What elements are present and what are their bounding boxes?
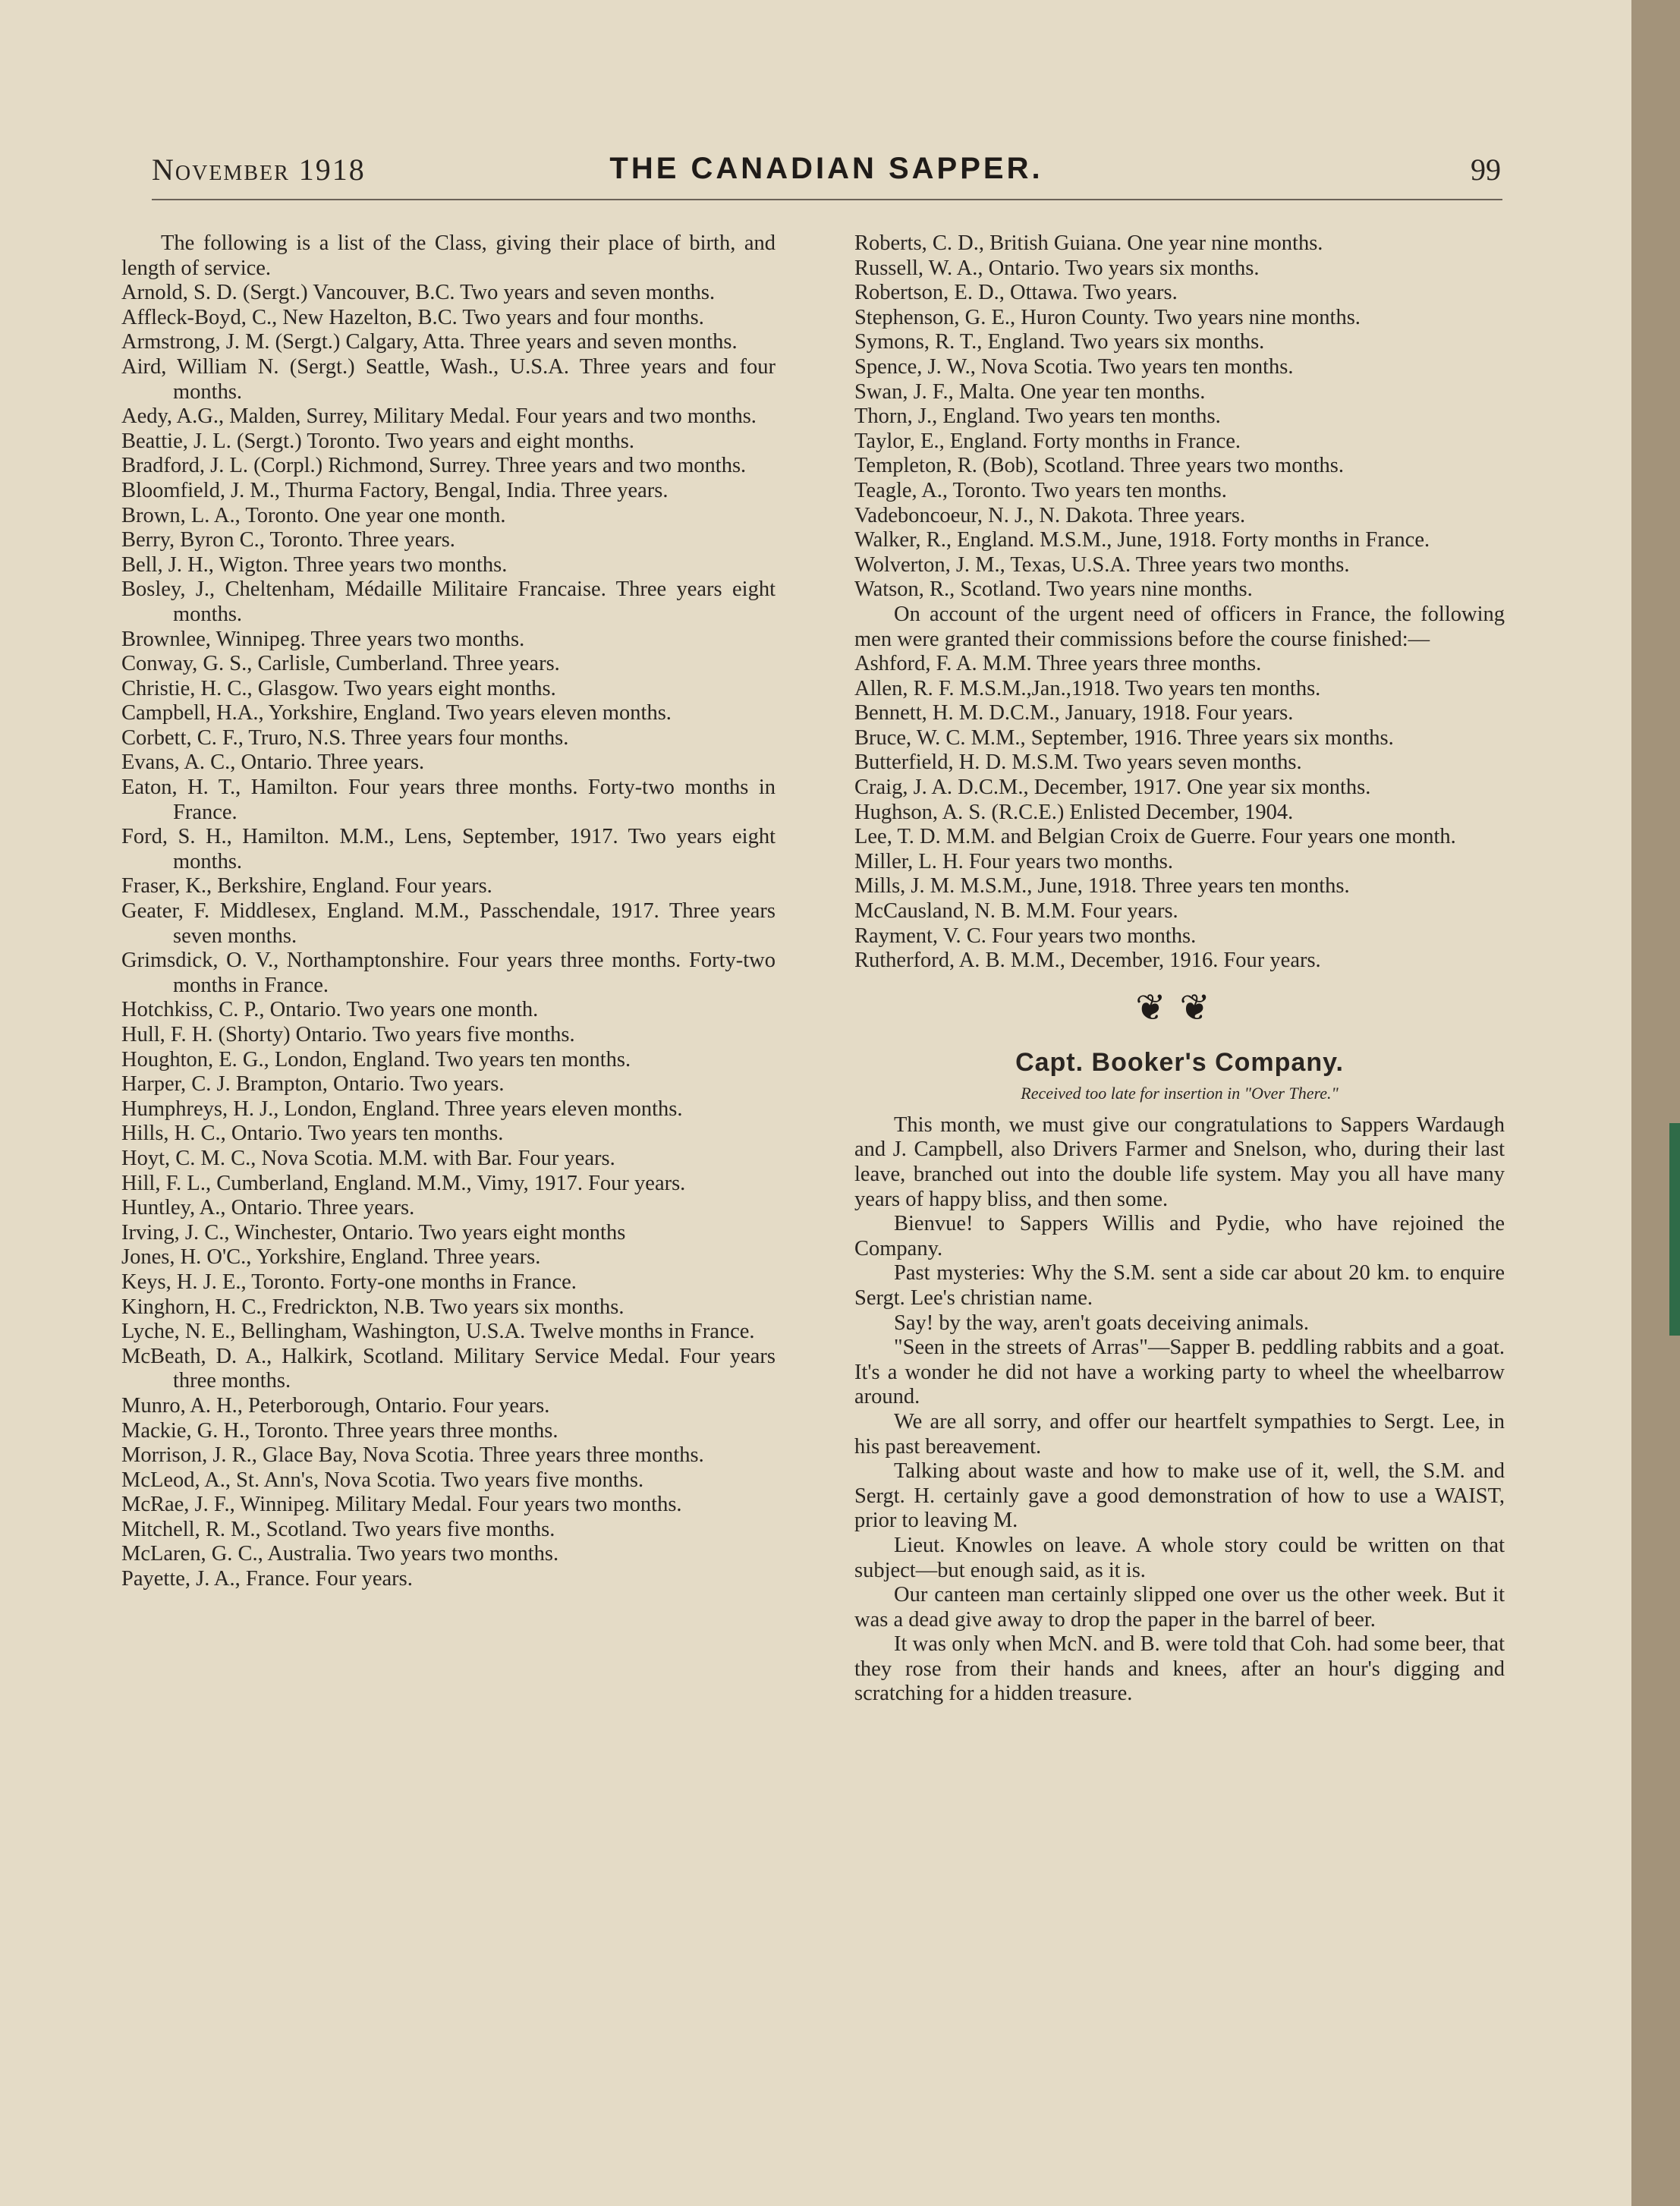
commission-entry: McCausland, N. B. M.M. Four years. [854, 899, 1178, 924]
section-paragraph: Past mysteries: Why the S.M. sent a side car about 20 km. to enquire Sergt. Lee's christian name. [854, 1261, 1505, 1310]
commission-entry: Mills, J. M. M.S.M., June, 1918. Three years ten months. [854, 874, 1350, 898]
issue-date: November 1918 [152, 153, 366, 187]
class-list-entry: Watson, R., Scotland. Two years nine months. [854, 577, 1253, 602]
commission-list [854, 652, 1505, 974]
class-list-entry: Bradford, J. L. (Corpl.) Richmond, Surrey. Three years and two months. [121, 454, 747, 478]
commission-entry: Rutherford, A. B. M.M., December, 1916. Four years. [854, 949, 1321, 973]
class-list-entry: Lyche, N. E., Bellingham, Washington, U.S.A. Twelve months in France. [121, 1320, 755, 1344]
class-list-entry: McBeath, D. A., Halkirk, Scotland. Military Service Medal. Four years three months. [121, 1344, 776, 1393]
commission-intro: On account of the urgent need of officers in France, the following men were granted their commissions before the course finished:— [854, 602, 1505, 651]
page-edge-shadow [1631, 0, 1680, 2206]
section-paragraph: Talking about waste and how to make use of it, well, the S.M. and Sergt. H. certainly gave a good demonstration of how to use a WAIST, prior to leaving M. [854, 1459, 1505, 1533]
commission-entry: Bruce, W. C. M.M., September, 1916. Three years six months. [854, 725, 1394, 750]
commission-entry: Bennett, H. M. D.C.M., January, 1918. Four years. [854, 701, 1294, 725]
class-list-entry: Geater, F. Middlesex, England. M.M., Passchendale, 1917. Three years seven months. [121, 899, 776, 948]
commission-entry: Rayment, V. C. Four years two months. [854, 924, 1197, 948]
class-list [121, 281, 776, 1591]
class-list-entry: Eaton, H. T., Hamilton. Four years three months. Forty-two months in France. [121, 776, 776, 824]
class-list-entry: Kinghorn, H. C., Fredrickton, N.B. Two years six months. [121, 1295, 624, 1319]
class-list-entry: Munro, A. H., Peterborough, Ontario. Four years. [121, 1393, 550, 1418]
class-list-entry: Payette, J. A., France. Four years. [121, 1567, 413, 1591]
class-list-entry: Hill, F. L., Cumberland, England. M.M., Vimy, 1917. Four years. [121, 1171, 686, 1195]
class-list-entry: Teagle, A., Toronto. Two years ten months. [854, 478, 1227, 502]
commission-entry: Miller, L. H. Four years two months. [854, 849, 1173, 873]
class-list-entry: Mitchell, R. M., Scotland. Two years five months. [121, 1517, 555, 1541]
class-list-entry: McLaren, G. C., Australia. Two years two months. [121, 1542, 559, 1566]
class-list-entry: Conway, G. S., Carlisle, Cumberland. Three years. [121, 652, 560, 676]
class-list-entry: Armstrong, J. M. (Sergt.) Calgary, Atta. Three years and seven months. [121, 330, 738, 354]
class-list-entry: Walker, R., England. M.S.M., June, 1918. Forty months in France. [854, 528, 1430, 552]
class-list-entry: Hotchkiss, C. P., Ontario. Two years one month. [121, 998, 539, 1022]
class-list-entry: Brown, L. A., Toronto. One year one month. [121, 503, 506, 527]
commission-entry: Allen, R. F. M.S.M.,Jan.,1918. Two years ten months. [854, 676, 1321, 700]
section-paragraph: Lieut. Knowles on leave. A whole story could be written on that subject—but enough said, as it is. [854, 1533, 1505, 1582]
class-list-entry: McLeod, A., St. Ann's, Nova Scotia. Two years five months. [121, 1468, 644, 1492]
class-list-entry: Arnold, S. D. (Sergt.) Vancouver, B.C. Two years and seven months. [121, 281, 716, 305]
commission-entry: Ashford, F. A. M.M. Three years three months. [854, 652, 1262, 676]
section-title: Capt. Booker's Company. [1015, 1047, 1344, 1077]
class-list-entry: Fraser, K., Berkshire, England. Four years. [121, 874, 492, 898]
class-list-entry: Ford, S. H., Hamilton. M.M., Lens, September, 1917. Two years eight months. [121, 825, 776, 873]
section-paragraph: This month, we must give our congratulations to Sappers Wardaugh and J. Campbell, also Drivers Farmer and Snelson, who, during their last leave, branched out into the double life system. May you all have many years of happy bliss, and then some. [854, 1112, 1505, 1211]
class-list-entry: Hoyt, C. M. C., Nova Scotia. M.M. with Bar. Four years. [121, 1146, 615, 1170]
left-column [121, 231, 776, 1592]
class-list-entry: Morrison, J. R., Glace Bay, Nova Scotia. Three years three months. [121, 1443, 704, 1468]
commission-entry: Lee, T. D. M.M. and Belgian Croix de Guerre. Four years one month. [854, 825, 1456, 849]
class-list-entry: Roberts, C. D., British Guiana. One year nine months. [854, 231, 1323, 255]
class-list-entry: Robertson, E. D., Ottawa. Two years. [854, 281, 1178, 305]
class-list-entry: Keys, H. J. E., Toronto. Forty-one months in France. [121, 1270, 577, 1294]
class-list-entry: Swan, J. F., Malta. One year ten months. [854, 379, 1206, 404]
class-list-entry: Harper, C. J. Brampton, Ontario. Two years. [121, 1072, 505, 1097]
section-paragraph: Our canteen man certainly slipped one over us the other week. But it was a dead give away to drop the paper in the barrel of beer. [854, 1583, 1505, 1632]
class-list-entry: Jones, H. O'C., Yorkshire, England. Three years. [121, 1245, 541, 1270]
page-header [152, 152, 1501, 197]
class-list-entry: Symons, R. T., England. Two years six months. [854, 330, 1265, 354]
class-list-entry: Bell, J. H., Wigton. Three years two months. [121, 552, 508, 577]
section-paragraph: We are all sorry, and offer our heartfelt sympathies to Sergt. Lee, in his past bereavement. [854, 1409, 1505, 1459]
section-paragraph: It was only when McN. and B. were told that Coh. had some beer, that they rose from their hands and knees, after an hour's digging and scratching for a hidden treasure. [854, 1632, 1505, 1706]
right-column [854, 231, 1505, 1707]
class-list-entry: Affleck-Boyd, C., New Hazelton, B.C. Two years and four months. [121, 305, 704, 329]
class-list-entry: Grimsdick, O. V., Northamptonshire. Four years three months. Forty-two months in France. [121, 949, 776, 997]
class-list-entry: Bosley, J., Cheltenham, Médaille Militaire Francaise. Three years eight months. [121, 577, 776, 626]
publication-title: THE CANADIAN SAPPER. [609, 152, 1043, 185]
class-list-entry: Templeton, R. (Bob), Scotland. Three years two months. [854, 454, 1344, 478]
next-page-edge [1669, 1123, 1680, 1336]
class-list-entry: Stephenson, G. E., Huron County. Two years nine months. [854, 305, 1361, 329]
class-list-entry: Irving, J. C., Winchester, Ontario. Two years eight months [121, 1220, 626, 1245]
commission-entry: Craig, J. A. D.C.M., December, 1917. One year six months. [854, 776, 1371, 800]
section-paragraph: Bienvue! to Sappers Willis and Pydie, who have rejoined the Company. [854, 1212, 1505, 1260]
class-list-entry: Hull, F. H. (Shorty) Ontario. Two years five months. [121, 1023, 575, 1046]
class-list-intro: The following is a list of the Class, giving their place of birth, and length of service. [121, 231, 776, 280]
commission-entry: Butterfield, H. D. M.S.M. Two years seven months. [854, 751, 1302, 775]
class-list-entry: Huntley, A., Ontario. Three years. [121, 1196, 415, 1220]
class-list-entry: Brownlee, Winnipeg. Three years two months. [121, 627, 525, 651]
class-list-entry: Aedy, A.G., Malden, Surrey, Military Medal. Four years and two months. [121, 404, 757, 429]
class-list-entry: Houghton, E. G., London, England. Two years ten months. [121, 1047, 631, 1072]
section-subtitle: Received too late for insertion in "Over There." [1021, 1083, 1339, 1103]
class-list-entry: Bloomfield, J. M., Thurma Factory, Bengal, India. Three years. [121, 478, 669, 502]
class-list-entry: Christie, H. C., Glasgow. Two years eight months. [121, 676, 556, 700]
class-list-entry: Evans, A. C., Ontario. Three years. [121, 751, 425, 775]
class-list-continued [854, 231, 1505, 603]
header-rule [152, 199, 1502, 200]
class-list-entry: Corbett, C. F., Truro, N.S. Three years four months. [121, 725, 569, 750]
class-list-entry: Humphreys, H. J., London, England. Three years eleven months. [121, 1097, 683, 1121]
class-list-entry: Russell, W. A., Ontario. Two years six months. [854, 256, 1260, 280]
class-list-entry: McRae, J. F., Winnipeg. Military Medal. Four years two months. [121, 1493, 682, 1517]
class-list-entry: Taylor, E., England. Forty months in France. [854, 429, 1241, 453]
section-body [854, 1113, 1505, 1707]
section-paragraph: "Seen in the streets of Arras"—Sapper B. peddling rabbits and a goat. It's a wonder he did not have a working party to wheel the wheelbarrow around. [854, 1336, 1505, 1409]
section-paragraph: Say! by the way, aren't goats deceiving animals. [894, 1311, 1309, 1335]
page-number: 99 [1471, 153, 1501, 187]
commission-entry: Hughson, A. S. (R.C.E.) Enlisted December, 1904. [854, 800, 1294, 824]
class-list-entry: Thorn, J., England. Two years ten months. [854, 404, 1221, 429]
class-list-entry: Beattie, J. L. (Sergt.) Toronto. Two years and eight months. [121, 429, 634, 453]
class-list-entry: Berry, Byron C., Toronto. Three years. [121, 528, 455, 552]
class-list-entry: Spence, J. W., Nova Scotia. Two years ten months. [854, 354, 1294, 379]
class-list-entry: Hills, H. C., Ontario. Two years ten months. [121, 1122, 504, 1146]
class-list-entry: Wolverton, J. M., Texas, U.S.A. Three years two months. [854, 552, 1350, 577]
section-divider-ornament: ❦❦ [1135, 987, 1224, 1028]
class-list-entry: Vadeboncoeur, N. J., N. Dakota. Three years. [854, 503, 1246, 527]
class-list-entry: Aird, William N. (Sergt.) Seattle, Wash., U.S.A. Three years and four months. [121, 354, 776, 404]
class-list-entry: Campbell, H.A., Yorkshire, England. Two years eleven months. [121, 701, 672, 725]
class-list-entry: Mackie, G. H., Toronto. Three years three months. [121, 1418, 558, 1443]
